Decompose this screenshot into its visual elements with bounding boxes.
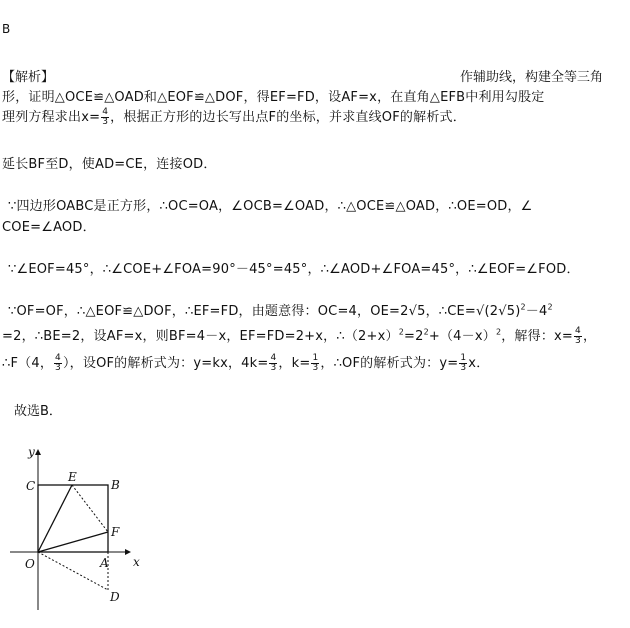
label-C: C xyxy=(26,479,36,493)
label-x: x xyxy=(133,555,140,569)
label-D: D xyxy=(110,590,120,604)
solution-paragraph-5-line-1: ∵OF=OF，∴△EOF≌△DOF，∴EF=FD，由题意得：OC=4，OE=2√5，$\therefore CE=√(2√5)^2-4^2$ xyxy=(8,302,553,319)
analysis-line-2: 形，证明△OCE≌△OAD和△EOF≌△DOF，得EF=FD，设AF=x，在直角△EFB中利用勾股定 xyxy=(2,90,545,105)
label-O: O xyxy=(25,557,35,571)
fraction-1-3: $\frac{1}{3}$ xyxy=(460,353,467,373)
fraction-4-3: $\frac{4}{3}$ xyxy=(55,353,61,373)
label-A: A xyxy=(100,556,109,570)
segment-OE xyxy=(38,485,72,552)
answer-letter: B xyxy=(2,22,11,36)
solution-paragraph-3-line-2: COE=∠AOD． xyxy=(2,220,96,235)
solution-paragraph-4: ∵∠EOF=45°，∴∠COE+∠FOA=90°－45°=45°，∴∠AOD+∠FOA=45°，∴∠EOF=∠FOD． xyxy=(8,262,580,277)
solution-paragraph-5-line-2: =2，∴BE=2，设AF=x，则BF=4－x，EF=FD=2+x，$\therefore(2+x)^2=2^2+(4-x)^2$，解得：x= $\frac{4}{3}$ ， xyxy=(2,326,597,346)
analysis-line-1-right: 作辅助线，构建全等三角 xyxy=(460,70,604,85)
solution-paragraph-2: 延长BF至D，使AD=CE，连接OD． xyxy=(2,157,217,172)
segment-OF xyxy=(38,532,108,552)
fraction-4-3: $\frac{4}{3}$ xyxy=(575,326,581,346)
fraction-4-3: $\frac{4}{3}$ xyxy=(270,353,277,373)
geometry-figure xyxy=(0,440,170,620)
solution-paragraph-3-line-1: ∵四边形OABC是正方形，∴OC=OA，∠OCB=∠OAD，∴△OCE≌△OAD，∴OE=OD，∠ xyxy=(8,199,533,214)
label-F: F xyxy=(111,525,120,539)
label-B: B xyxy=(111,478,120,492)
conclusion: 故选B． xyxy=(14,404,62,419)
label-y: y xyxy=(28,445,35,459)
segment-OD xyxy=(38,552,108,590)
analysis-line-3: 理列方程求出x= $\frac{4}{3}$ ，根据正方形的边长写出点F的坐标，并求直线OF的解析式． xyxy=(2,107,466,127)
label-E: E xyxy=(68,470,77,484)
segment-EF xyxy=(72,485,108,532)
fraction-1-3: $\frac{1}{3}$ xyxy=(312,353,319,373)
analysis-tag: 【解析】 xyxy=(2,70,55,85)
solution-paragraph-5-line-3: ∴F（4， $\frac{4}{3}$ ），设OF的解析式为：y=kx，4k= $\frac{4}{3}$ ，k= $\frac{1}{3}$ ，∴OF的解析式为：y= $\frac{1}{3}$ x． xyxy=(2,353,490,373)
fraction-4-3: $\frac{4}{3}$ xyxy=(102,107,109,127)
